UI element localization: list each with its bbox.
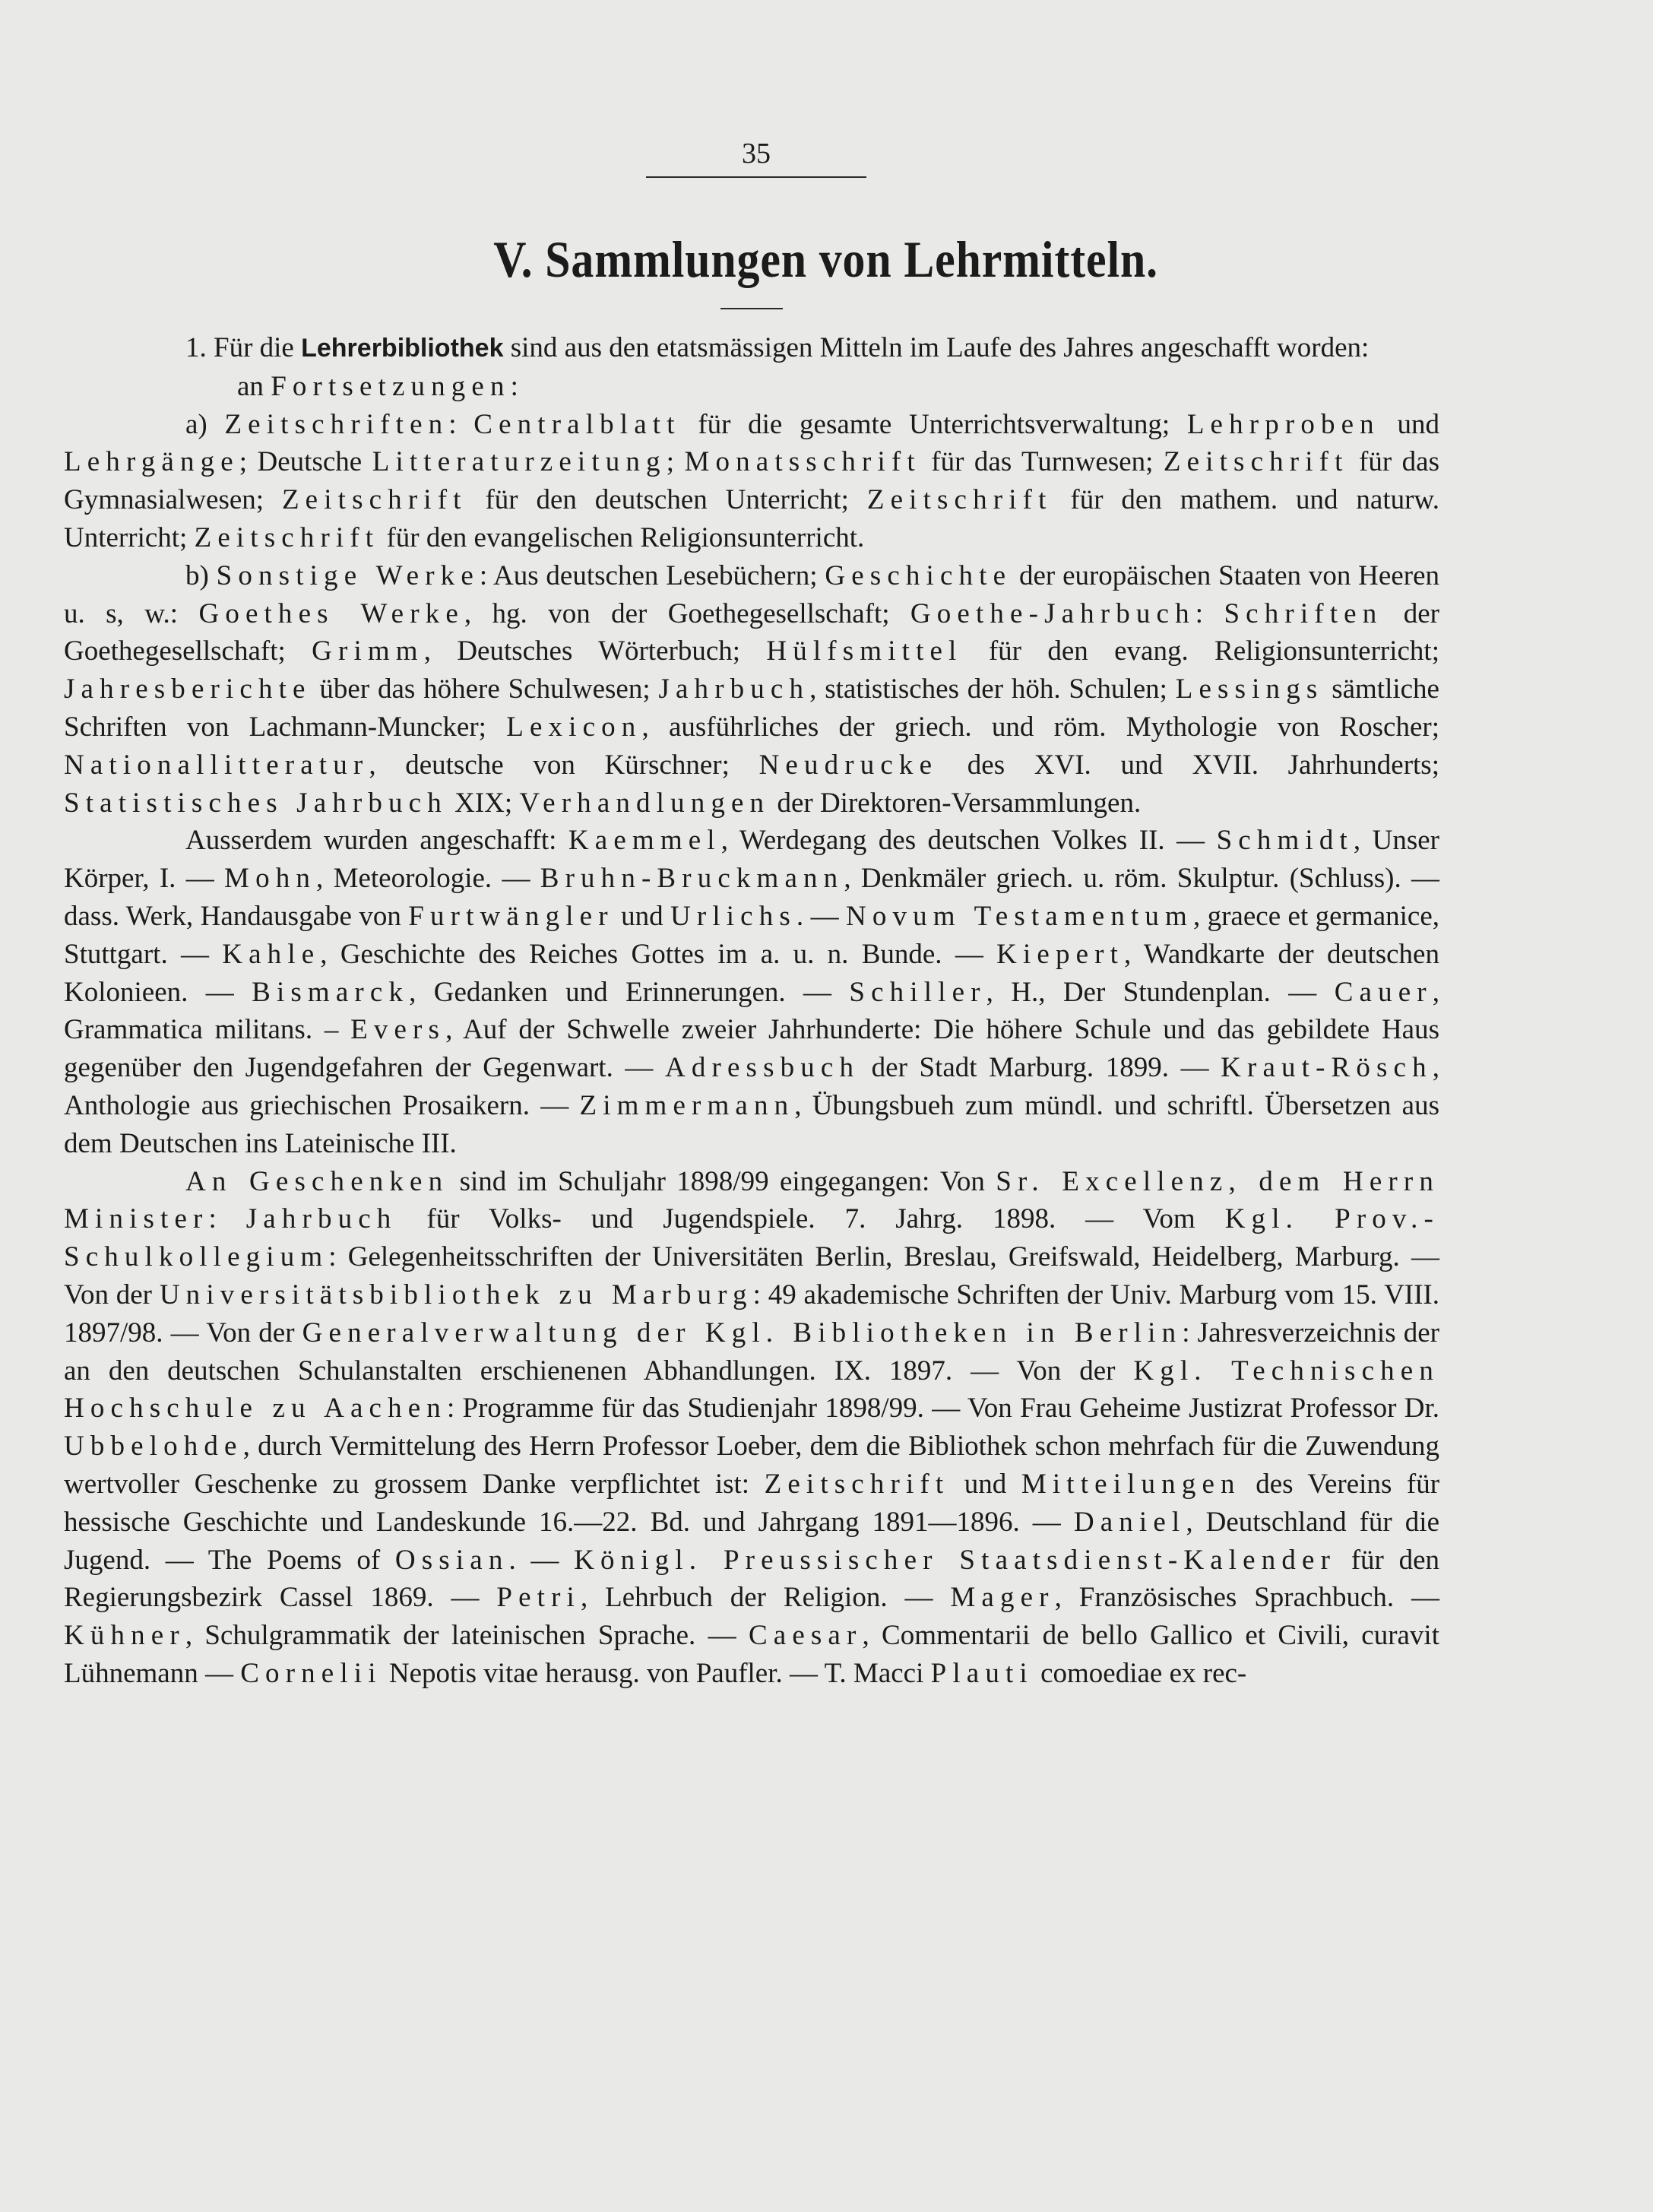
text-run: . — xyxy=(508,1544,575,1576)
text-run: comoediae ex rec- xyxy=(1033,1657,1247,1689)
text-run: : Gelegenheitsschriften der Universitäten Berlin, Breslau, Greifswald, Heidelberg, Marburg. — Von der xyxy=(64,1241,1439,1310)
spaced-term: Ossian xyxy=(394,1544,509,1576)
text-run: , Geschichte des Reiches Gottes im a. u. n. Bunde. — xyxy=(320,938,997,970)
text-run: : Jahresverzeichnis der an den deutschen Schulanstalten erschienenen Abhandlungen. IX. 1897. — Von der xyxy=(64,1317,1439,1386)
spaced-term: Lessings xyxy=(1175,673,1324,705)
spaced-term: Kühner xyxy=(64,1620,185,1652)
body-text xyxy=(64,329,1439,1693)
text-run: für den deutschen Unterricht; xyxy=(467,484,867,516)
text-run: sämtliche Schriften von Lachmann-Muncker; xyxy=(64,673,1439,743)
spaced-term: Universitätsbibliothek zu Marburg xyxy=(159,1279,753,1310)
paragraph-geschenke xyxy=(64,1163,1439,1693)
spaced-term: Kaemmel xyxy=(568,825,721,857)
text-run: für den Regierungsbezirk Cassel 1869. — xyxy=(64,1544,1439,1614)
text-run: , Werdegang des deutschen Volkes II. — xyxy=(720,825,1217,857)
text-run: : 49 akademische Schriften der Univ. Marburg vom 15. VIII. 1897/98. — Von der xyxy=(64,1279,1440,1348)
text-run: , durch Vermittelung des Herrn Professor Loeber, dem die Bibliothek schon mehrfach für die Zuwendung wertvoller Geschenke zu grossem Danke verpflichtet ist: xyxy=(64,1431,1439,1500)
spaced-term: Zeitschrift xyxy=(764,1468,950,1500)
paragraph-lehrerbibliothek xyxy=(64,329,1439,368)
spaced-term: Mager xyxy=(950,1582,1055,1614)
text-run: für den mathem. und naturw. Unterricht; xyxy=(64,484,1440,553)
spaced-term: Zeitschrift xyxy=(866,484,1053,516)
spaced-term: Litteraturzeitung xyxy=(372,446,667,478)
spaced-term: Adressbuch xyxy=(665,1052,860,1084)
spaced-term: Neudrucke xyxy=(758,749,939,781)
p1-rest: sind aus den etatsmässigen Mitteln im Laufe des Jahres angeschafft worden: xyxy=(503,332,1370,363)
text-run: für die gesamte Unterrichtsverwaltung; xyxy=(680,408,1187,440)
text-run: : Programme für das Studienjahr 1898/99. — Von Frau Geheime Justizrat Professor Dr. xyxy=(446,1393,1439,1424)
text-run: für Volks- und Jugendspiele. 7. Jahrg. 1898. — Vom xyxy=(397,1203,1225,1235)
spaced-term: Lehrgänge xyxy=(64,446,239,478)
paragraph-sonstige-werke xyxy=(64,557,1439,822)
spaced-term: Zeitschrift xyxy=(1163,446,1349,478)
spaced-term: Furtwängler xyxy=(408,900,614,932)
spaced-term: Cornelii xyxy=(240,1657,382,1689)
spaced-term: Lehrproben xyxy=(1186,408,1380,440)
spaced-term: Caesar xyxy=(748,1620,863,1652)
spaced-term: Sonstige Werke xyxy=(216,559,480,591)
text-run: , Unser Körper, I. — xyxy=(64,825,1439,895)
text-run: , H., Der Stundenplan. — xyxy=(986,976,1335,1008)
text-run: , deutsche von Kürschner; xyxy=(369,749,759,781)
text-run: , Französisches Sprachbuch. — xyxy=(1054,1582,1440,1614)
text-run: . — xyxy=(796,900,846,932)
text-run: für das Gymnasialwesen; xyxy=(64,446,1439,516)
spaced-term: Novum Testamentum xyxy=(846,900,1193,932)
spaced-term: Zeitschriften xyxy=(224,408,449,440)
spaced-term: Daniel xyxy=(1073,1506,1186,1538)
paragraph-ausserdem xyxy=(64,822,1439,1162)
spaced-term: Kraut-Rösch xyxy=(1221,1052,1433,1084)
text-run: b) xyxy=(185,559,217,591)
text-run: und xyxy=(1379,408,1439,440)
text-run: Ausserdem wurden angeschafft: xyxy=(185,825,568,857)
spaced-term: Hülfsmittel xyxy=(766,635,963,667)
text-run: und xyxy=(613,900,670,932)
text-run: , Grammatica militans. – xyxy=(64,976,1439,1046)
spaced-term: Sr. Excellenz, dem Herrn Minister xyxy=(64,1165,1439,1235)
text-run: für das Turnwesen; xyxy=(920,446,1164,478)
text-run: , Schulgrammatik der lateinischen Sprache. — xyxy=(185,1620,749,1652)
fortsetzungen-term: Fortsetzungen xyxy=(271,370,511,402)
spaced-term: Jahrbuch xyxy=(245,1203,397,1235)
page-number-rule xyxy=(646,176,866,178)
text-run: , Deutsches Wörterbuch; xyxy=(423,635,767,667)
text-run: Nepotis vitae herausg. von Paufler. — T. Macci xyxy=(382,1657,931,1689)
spaced-term: Cauer xyxy=(1334,976,1433,1008)
text-run: XIX; xyxy=(447,787,520,819)
p1-lead: 1. Für die xyxy=(185,332,302,363)
spaced-term: Zeitschrift xyxy=(194,521,380,553)
spaced-term: Jahresberichte xyxy=(64,673,312,705)
text-run: , Deutschland für die Jugend. — The Poems of xyxy=(64,1506,1439,1576)
text-run: , Denkmäler griech. u. röm. Skulptur. (Schluss). — dass. Werk, Handausgabe von xyxy=(64,863,1440,932)
text-run: , Wandkarte der deutschen Kolonieen. — xyxy=(64,938,1439,1008)
spaced-term: Monatsschrift xyxy=(684,446,921,478)
spaced-term: Zeitschrift xyxy=(281,484,467,516)
spaced-term: Schmidt xyxy=(1216,825,1354,857)
text-run: , graece et germanice, Stuttgart. — xyxy=(64,900,1439,970)
spaced-term: Bismarck xyxy=(252,976,410,1008)
spaced-term: Verhandlungen xyxy=(519,787,771,819)
spaced-term: Petri xyxy=(496,1582,581,1614)
text-run: des Vereins für hessische Geschichte und Landeskunde 16.—22. Bd. und Jahrgang 1891—1896. — xyxy=(64,1468,1440,1538)
spaced-term: Schiller xyxy=(849,976,986,1008)
text-run: , Lehrbuch der Religion. — xyxy=(580,1582,951,1614)
spaced-term: Kgl. Prov.-Schulkollegium xyxy=(64,1203,1440,1273)
text-run: für den evangelischen Religionsunterricht. xyxy=(379,521,865,553)
spaced-term: Mohn xyxy=(224,863,317,895)
spaced-term: Urlichs xyxy=(670,900,796,932)
text-run: ; xyxy=(666,446,685,478)
text-run: , Auf der Schwelle zweier Jahrhunderte: Die höhere Schule und das gebildete Haus gegenüber den Jugendgefahren der Gegenwart. — xyxy=(64,1014,1439,1084)
spaced-term: Zimmermann xyxy=(579,1089,795,1121)
text-run: der Goethegesellschaft; xyxy=(64,597,1439,667)
spaced-term: Kiepert xyxy=(996,938,1125,970)
text-run: , hg. von der Goethegesellschaft; xyxy=(464,597,910,629)
spaced-term: Nationallitteratur xyxy=(64,749,369,781)
p2-rest: : xyxy=(510,370,518,402)
text-run: , Commentarii de bello Gallico et Civili, curavit Lühnemann — xyxy=(64,1620,1439,1689)
spaced-term: Kgl. Technischen Hochschule zu Aachen xyxy=(64,1355,1439,1424)
spaced-term: Schriften xyxy=(1224,597,1383,629)
lehrerbibliothek-term: Lehrerbibliothek xyxy=(301,334,504,363)
spaced-term: Kahle xyxy=(222,938,321,970)
text-run: , Übungsbueh zum mündl. und schriftl. Übersetzen aus dem Deutschen ins Lateinische III. xyxy=(64,1089,1439,1159)
text-run: der europäischen Staaten von Heeren u. s, w.: xyxy=(64,559,1439,629)
section-title: V. Sammlungen von Lehrmitteln. xyxy=(493,230,1158,288)
spaced-term: Generalverwaltung der Kgl. Bibliotheken in Berlin xyxy=(302,1317,1183,1348)
text-run: , Anthologie aus griechischen Prosaikern. — xyxy=(64,1052,1439,1121)
text-run: über das höhere Schulwesen; xyxy=(311,673,659,705)
spaced-term: Statistisches Jahrbuch xyxy=(64,787,448,819)
spaced-term: Geschichte xyxy=(825,559,1012,591)
page-number: 35 xyxy=(742,138,771,170)
spaced-term: Jahrbuch xyxy=(658,673,810,705)
text-run: a) xyxy=(185,408,225,440)
spaced-term: Goethes Werke xyxy=(198,597,464,629)
text-run: , Gedanken und Erinnerungen. — xyxy=(409,976,850,1008)
text-run: sind im Schuljahr 1898/99 eingegangen: Von xyxy=(448,1165,996,1197)
spaced-term: Centralblatt xyxy=(473,408,681,440)
text-run: , statistisches der höh. Schulen; xyxy=(809,673,1176,705)
text-run: des XVI. und XVII. Jahrhunderts; xyxy=(938,749,1439,781)
spaced-term: Plauti xyxy=(930,1657,1034,1689)
text-run: : Aus deutschen Lesebüchern; xyxy=(479,559,825,591)
text-run: : xyxy=(208,1203,246,1235)
text-run: und xyxy=(949,1468,1021,1500)
title-rule xyxy=(720,308,783,309)
spaced-term: Evers xyxy=(350,1014,446,1046)
text-run: der Direktoren-Versammlungen. xyxy=(770,787,1142,819)
text-run: , ausführliches der griech. und röm. Mythologie von Roscher; xyxy=(641,711,1439,743)
spaced-term: Lexicon xyxy=(506,711,642,743)
spaced-term: Königl. Preussischer Staatsdienst-Kalender xyxy=(574,1544,1337,1576)
text-run: : xyxy=(448,408,474,440)
paragraph-zeitschriften xyxy=(64,406,1439,557)
spaced-term: Mitteilungen xyxy=(1021,1468,1241,1500)
spaced-term: Ubbelohde xyxy=(64,1431,243,1463)
spaced-term: Bruhn-Bruckmann xyxy=(540,863,844,895)
text-run: : xyxy=(1195,597,1224,629)
text-run: der Stadt Marburg. 1899. — xyxy=(860,1052,1221,1084)
text-run: ; Deutsche xyxy=(239,446,372,478)
text-run: , Meteorologie. — xyxy=(316,863,540,895)
text-run: für den evang. Religionsunterricht; xyxy=(962,635,1439,667)
spaced-term: Grimm xyxy=(312,635,424,667)
paragraph-fortsetzungen xyxy=(64,368,1439,406)
spaced-term: Goethe-Jahrbuch xyxy=(910,597,1195,629)
spaced-term: An Geschenken xyxy=(185,1165,449,1197)
p2-lead: an xyxy=(237,370,271,402)
